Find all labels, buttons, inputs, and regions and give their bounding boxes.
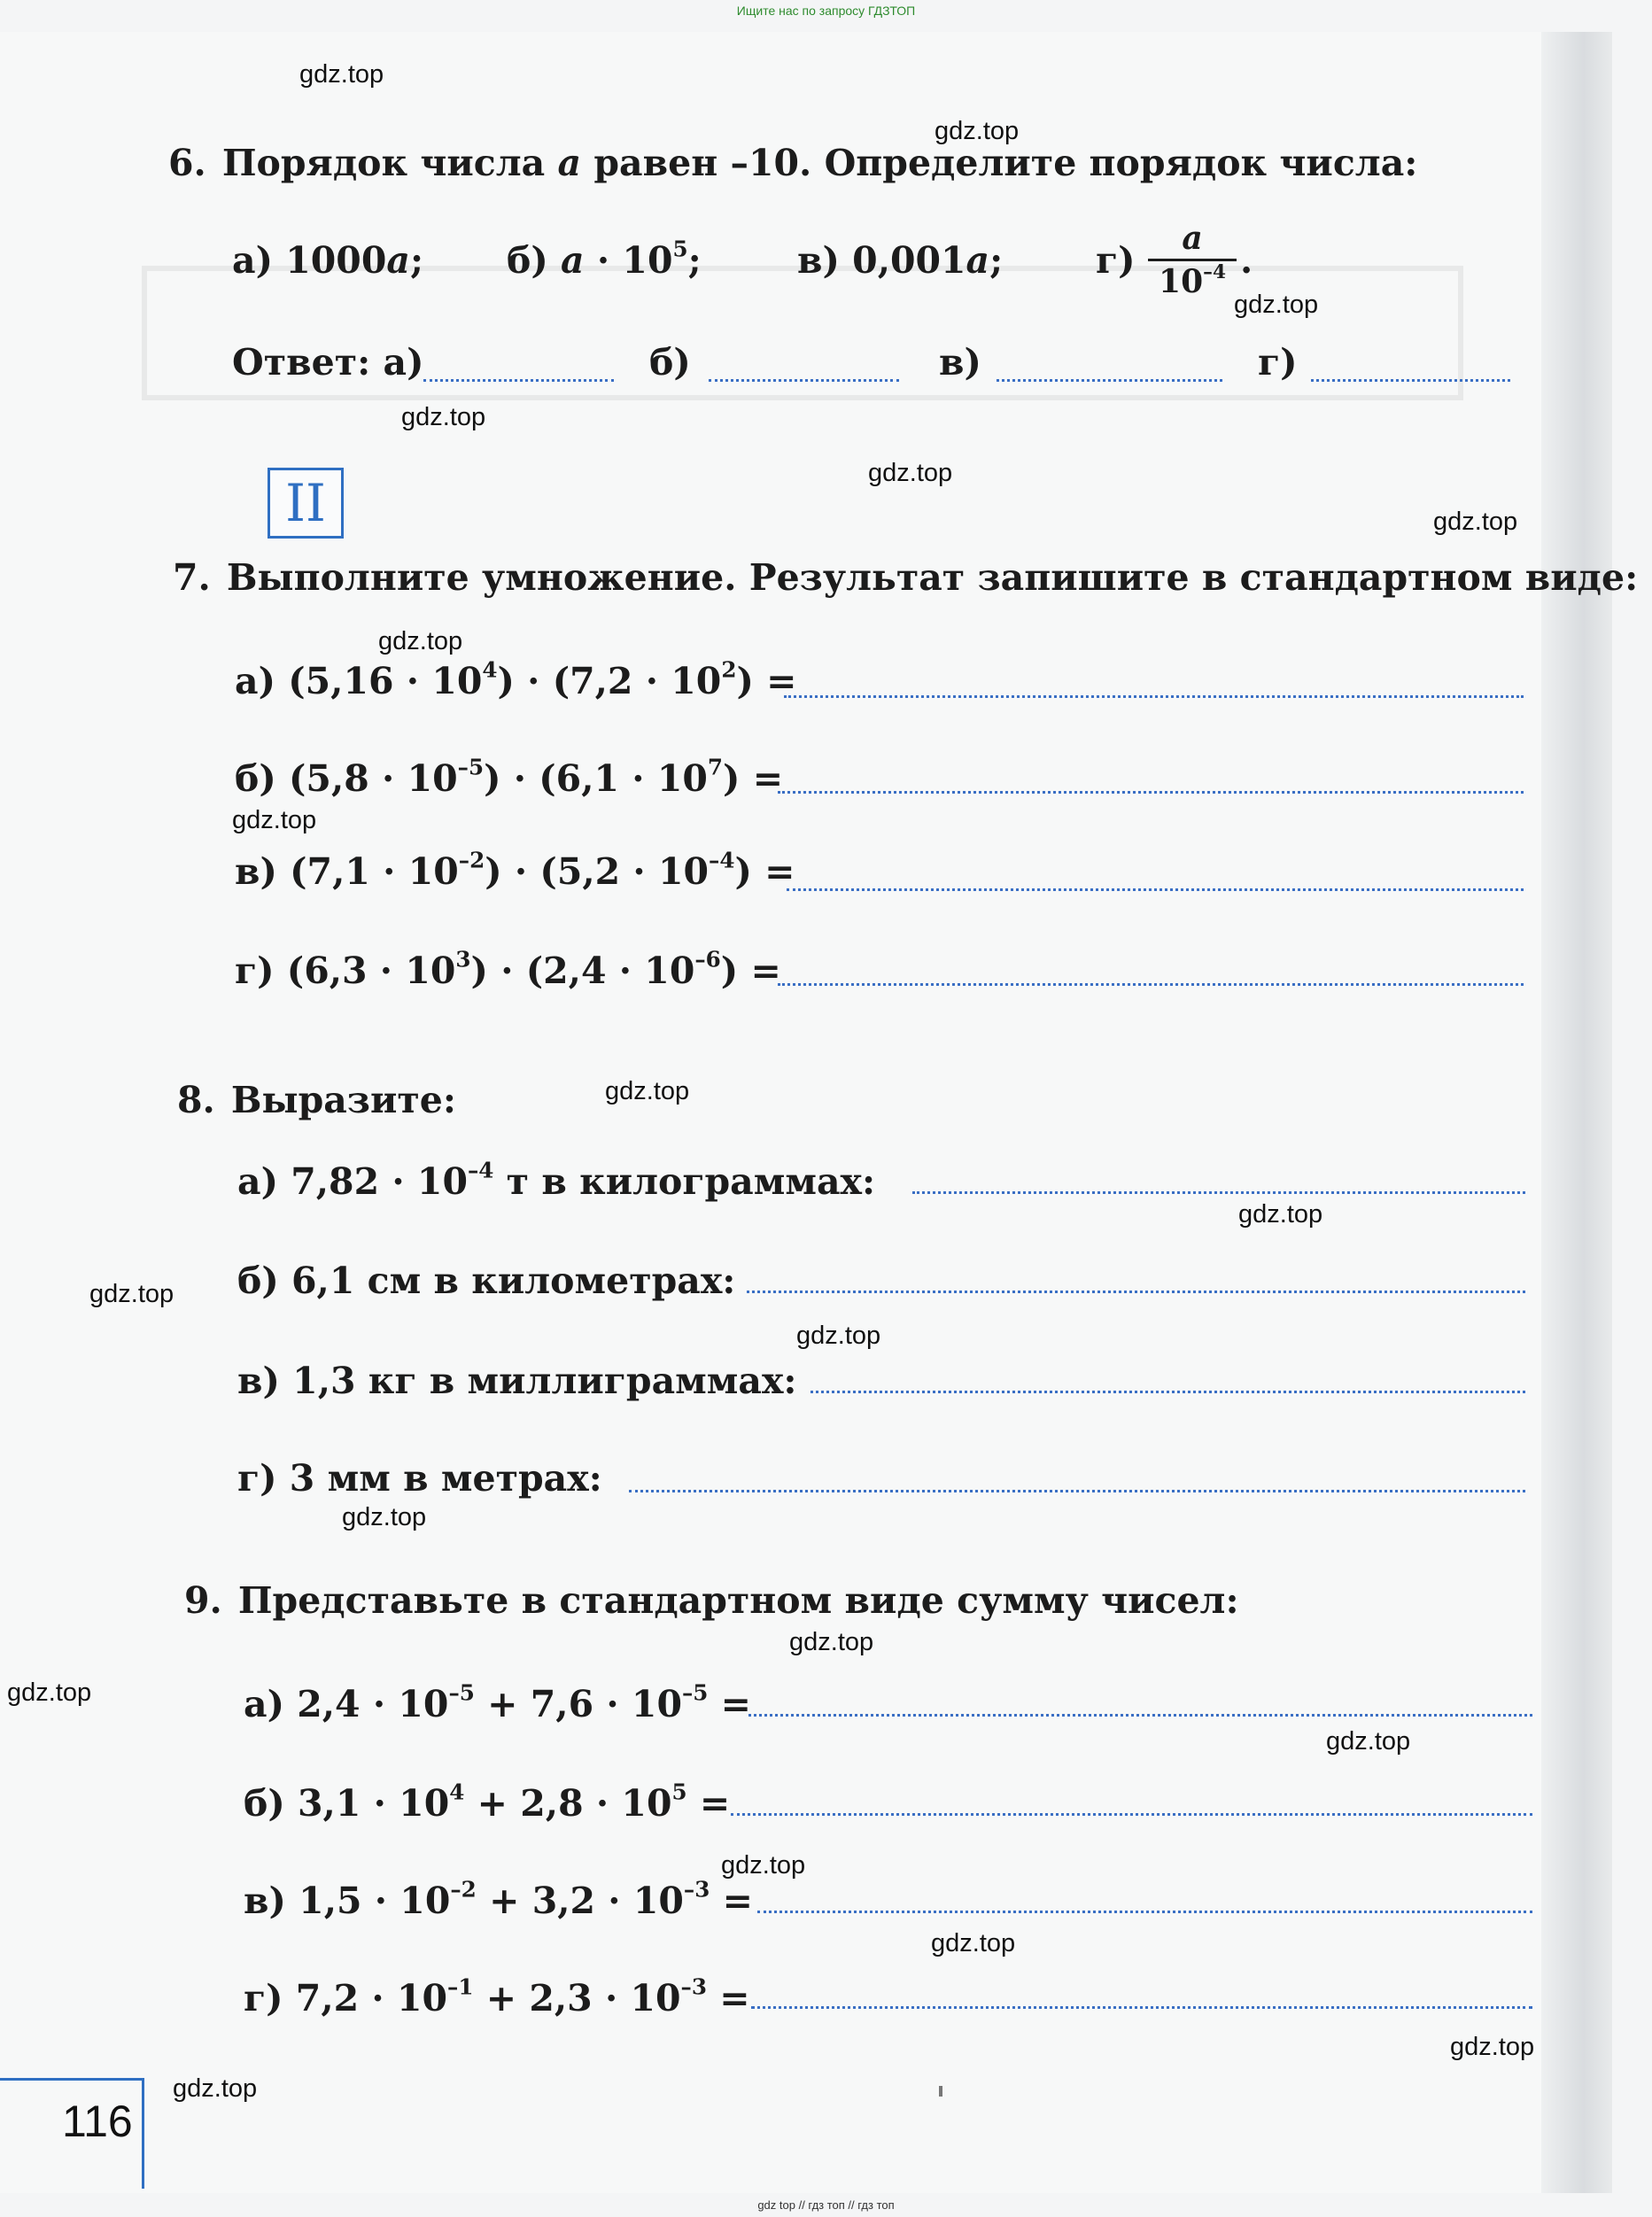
task9-answer-a-field[interactable]: [748, 1714, 1532, 1717]
task6-fraction-end: .: [1240, 239, 1253, 282]
watermark: gdz.top: [401, 403, 486, 431]
task8-item-d: г) 3 мм в метрах:: [237, 1457, 602, 1500]
watermark: gdz.top: [868, 459, 953, 487]
watermark: gdz.top: [378, 627, 463, 655]
task9-heading: 9. Представьте в стандартном виде сумму чисел:: [184, 1579, 1239, 1622]
footer-note: gdz top // гдз топ // гдз топ: [757, 2198, 895, 2212]
watermark: gdz.top: [299, 60, 384, 89]
task8-answer-b-field[interactable]: [747, 1291, 1525, 1293]
task6-fraction: $\frac{a}{10^{-4}}$: [1148, 220, 1237, 300]
watermark: gdz.top: [789, 1628, 874, 1656]
task7-answer-d-field[interactable]: [778, 983, 1524, 986]
watermark: gdz.top: [796, 1322, 881, 1350]
task9-item-a: а) $2,4 \cdot 10^{-5} + 7,6 \cdot 10^{-5}$ =: [244, 1679, 752, 1725]
watermark: gdz.top: [1450, 2033, 1535, 2061]
task6-answer-b-label: б): [649, 341, 691, 384]
task6-option-c: в) 0,001a;: [797, 239, 1004, 282]
watermark: gdz.top: [935, 117, 1020, 145]
task7-answer-b-field[interactable]: [778, 791, 1524, 794]
task7-item-c: в) $(7,1 \cdot 10^{-2}) \cdot (5,2 \cdot 10^{-4})$ =: [235, 847, 795, 893]
task8-answer-c-field[interactable]: [810, 1391, 1525, 1393]
watermark: gdz.top: [1234, 291, 1319, 319]
task8-item-c: в) 1,3 кг в миллиграммах:: [237, 1360, 797, 1402]
task6-answer-d-label: г): [1258, 341, 1298, 384]
scan-mark: [939, 2086, 942, 2097]
watermark: gdz.top: [605, 1077, 690, 1105]
task9-item-b: б) $3,1 \cdot 10^4 + 2,8 \cdot 10^5$ =: [244, 1779, 731, 1825]
watermark: gdz.top: [232, 806, 317, 834]
header-note: Ищите нас по запросу ГДЗТОП: [736, 4, 916, 18]
task7-answer-c-field[interactable]: [787, 888, 1524, 891]
answer-c-field[interactable]: [997, 379, 1222, 382]
task6-answer-label: Ответ: а): [232, 341, 424, 384]
watermark: gdz.top: [173, 2074, 258, 2103]
task9-number: 9.: [184, 1579, 222, 1622]
task8-item-a: а) $7,82 \cdot 10^{-4}$ т в килограммах:: [237, 1157, 876, 1203]
task7-number: 7.: [173, 556, 211, 599]
section-label: II: [268, 468, 344, 539]
task6-heading: 6. Порядок числа a равен –10. Определите порядок числа:: [168, 142, 1418, 184]
watermark: gdz.top: [721, 1851, 806, 1880]
task7-heading: 7. Выполните умножение. Результат запишите в стандартном виде:: [173, 556, 1639, 599]
task6-option-b: б) $a \cdot 10^5$;: [507, 236, 702, 282]
answer-a-field[interactable]: [423, 379, 614, 382]
watermark: gdz.top: [1238, 1200, 1323, 1229]
task7-item-b: б) $(5,8 \cdot 10^{-5}) \cdot (6,1 \cdot 10^7)$ =: [235, 754, 784, 800]
task6-option-a: а) 1000a;: [232, 239, 424, 282]
task6-number: 6.: [168, 142, 206, 184]
watermark: gdz.top: [89, 1280, 175, 1308]
watermark: gdz.top: [7, 1678, 92, 1707]
task6-answer-c-label: в): [939, 341, 981, 384]
watermark: gdz.top: [931, 1929, 1016, 1957]
task8-item-b: б) 6,1 см в километрах:: [237, 1260, 736, 1302]
page-number: 116: [62, 2097, 133, 2146]
task9-item-c: в) $1,5 \cdot 10^{-2} + 3,2 \cdot 10^{-3}$ =: [244, 1876, 753, 1922]
task9-answer-d-field[interactable]: [751, 2006, 1532, 2009]
task8-answer-d-field[interactable]: [629, 1490, 1525, 1492]
task6-option-d: г): [1096, 239, 1136, 282]
task7-answer-a-field[interactable]: [784, 695, 1524, 698]
task8-answer-a-field[interactable]: [912, 1191, 1525, 1194]
watermark: gdz.top: [342, 1503, 427, 1531]
task9-answer-b-field[interactable]: [731, 1813, 1532, 1816]
answer-d-field[interactable]: [1311, 379, 1510, 382]
task9-item-d: г) $7,2 \cdot 10^{-1} + 2,3 \cdot 10^{-3}$ =: [244, 1973, 750, 2019]
answer-b-field[interactable]: [709, 379, 899, 382]
task8-number: 8.: [177, 1079, 215, 1121]
task8-heading: 8. Выразите:: [177, 1079, 457, 1121]
task9-answer-c-field[interactable]: [757, 1911, 1532, 1913]
task7-item-d: г) $(6,3 \cdot 10^3) \cdot (2,4 \cdot 10^{-6})$ =: [235, 946, 781, 992]
task7-item-a: а) $(5,16 \cdot 10^4) \cdot (7,2 \cdot 10^2)$ =: [235, 656, 797, 702]
page-edge-shadow: [1541, 32, 1612, 2193]
watermark: gdz.top: [1433, 508, 1518, 536]
watermark: gdz.top: [1326, 1727, 1411, 1756]
